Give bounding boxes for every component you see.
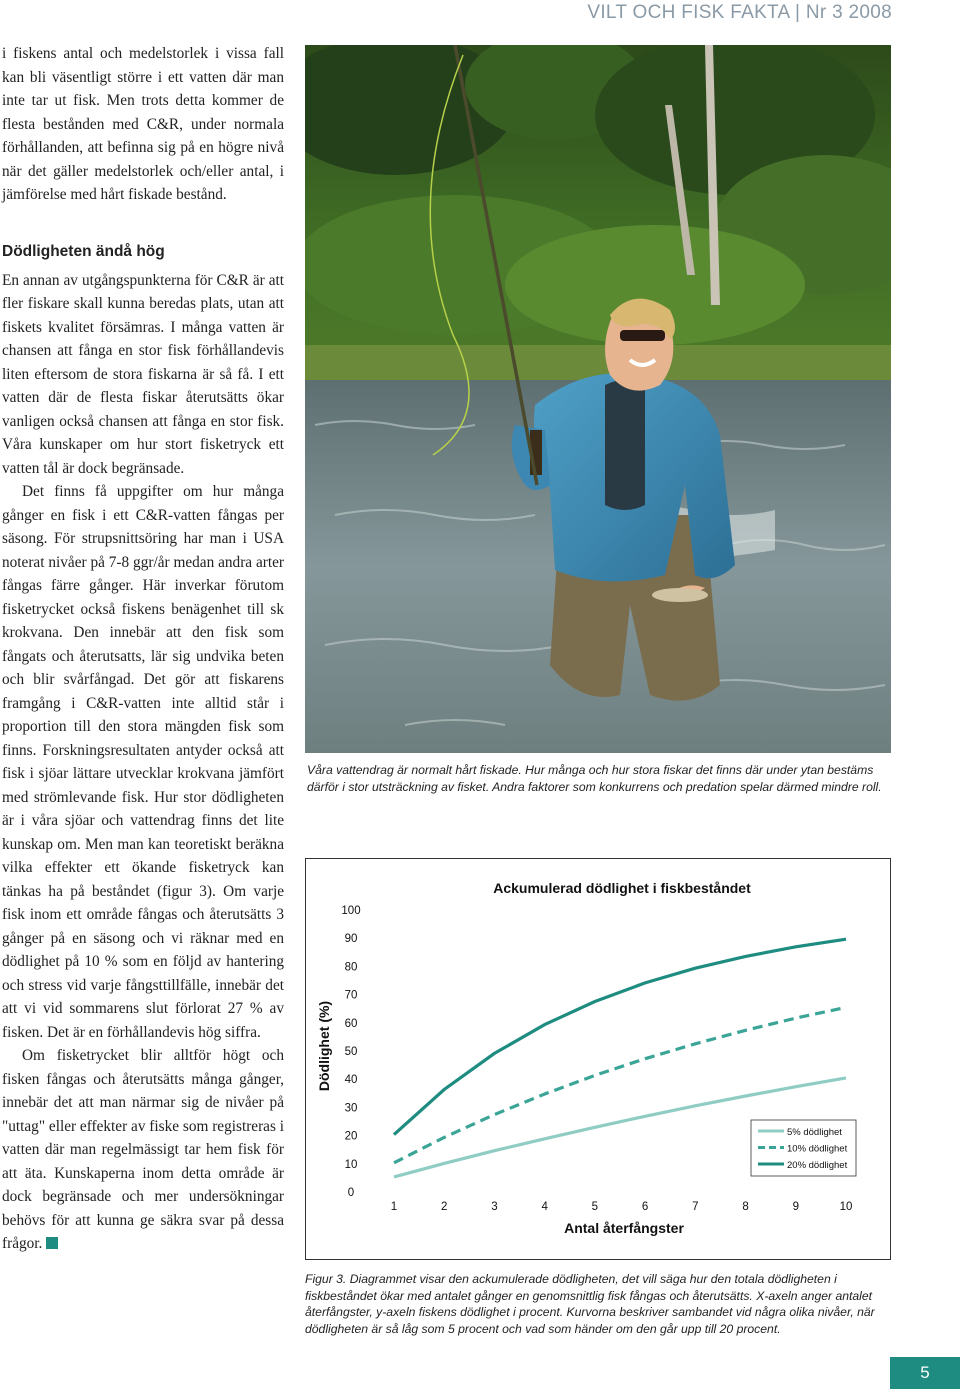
y-tick-label: 50 (344, 1046, 358, 1058)
chart-frame (306, 859, 891, 1260)
chart-title: Ackumulerad dödlighet i fiskbeståndet (493, 880, 751, 896)
fishing-photo (305, 45, 891, 753)
intro-paragraph: i fiskens antal och medelstorlek i vissa fall kan bli väsentligt större i ett vatten där man inte tar ut fisk. Men trots detta kommer de flesta bestånden med C&R, under normala förhållanden, att befinna sig på en högre nivå när det gäller medelstorlek och/eller antal, i jämförelse med hårt fiskade bestånd. (2, 45, 284, 203)
y-tick-label: 60 (344, 1017, 358, 1030)
x-tick-label: 1 (390, 1201, 398, 1213)
paragraph-2: Det finns få uppgifter om hur många gånger en fisk i ett C&R-vatten fångas per säsong. För strupsnittsöring har man i USA noterat nivåer på 7-8 ggr/år medan andra arter fångas färre gånger. Här inverkar förutom fisketrycket också fiskens benägenhet till sk krokvana. Den innebär att den fisk som fångats och återutsatts, lär sig undvika beten och blir svårfångad. Det gör att fiskarens framgång i C&R-vatten inte alltid står i proportion till den stora mängden fisk som finns. Forskningsresultaten antyder också att fisk i sjöar lättare utvecklar krokvana jämfört med strömlevande fisk. Hur stor dödligheten är i våra sjöar och vattendrag finns det lite kunskap om. Men man kan teoretiskt beräkna vilka effekter ett ökande fisketryck kan tänkas ha på beståndet (figur 3). Om varje fisk inom ett område fångas och återutsätts 3 gånger på en säsong och vi räknar med en dödlighet på 10 % som en följd av hantering och stress vid varje fångsttillfälle, innebär det att vi vid sommarens slut förlorat 27 % av fisken. Det är en förhållandevis hög siffra. (2, 483, 284, 1041)
running-header: VILT OCH FISK FAKTA | Nr 3 2008 (587, 2, 892, 23)
chart-svg (305, 858, 891, 1260)
x-tick-label: 10 (839, 1201, 853, 1213)
y-tick-label: 0 (347, 1187, 355, 1199)
x-axis-label: Antal återfångster (564, 1220, 684, 1236)
x-tick-label: 9 (792, 1201, 799, 1213)
article-column (2, 42, 284, 1256)
x-tick-label: 4 (541, 1201, 548, 1213)
y-axis-label: Dödlighet (%) (316, 1000, 332, 1092)
y-tick-label: 70 (344, 989, 358, 1002)
x-tick-label: 3 (491, 1201, 498, 1213)
chart-legend (751, 1120, 856, 1176)
paragraph-3-text: Om fisketrycket blir alltför högt och fisken fångas och återutsätts många gånger, innebär det att man närmar sig de nivåer på "uttag" eller effekter av fiske som registreras i vatten där man regelmässigt tar hem fisk för att äta. Kunskaperna inom detta område är dock begränsade och mer undersökningar behövs för att kunna ge säkra svar på dessa frågor. (2, 1047, 284, 1252)
fishing-photo-illustration (305, 45, 891, 753)
end-mark-icon (46, 1237, 58, 1249)
x-tick-label: 6 (641, 1201, 649, 1213)
legend-label-2: 10% dödlighet (787, 1143, 848, 1155)
photo-caption: Våra vattendrag är normalt hårt fiskade. Hur många och hur stora fiskar det finns där under ytan bestäms därför i stor utsträckning av fisket. Andra faktorer som konkurrens och predation spelar därmed mindre roll. (307, 763, 882, 794)
paragraph-3 (2, 1044, 284, 1256)
paragraph-1: En annan av utgångspunkterna för C&R är att fler fiskare skall kunna beredas plats, utan att fiskets kvalitet försämras. I många vatten är chansen att fånga en stor fisk förhållandevis liten eftersom de stora fiskarna är så få. I ett vatten där de flesta fiskar återutsätts ökar vanligen också chansen att fånga en stor fisk. Våra kunskaper om hur stort fisketryck ett vatten tål är dock begränsade. (2, 271, 284, 477)
legend-label-3: 20% dödlighet (787, 1160, 848, 1171)
y-tick-label: 40 (344, 1074, 358, 1087)
y-tick-label: 30 (344, 1102, 358, 1115)
legend-label-1: 5% dödlighet (787, 1127, 842, 1138)
x-tick-label: 7 (692, 1201, 699, 1213)
x-tick-label: 5 (591, 1201, 599, 1213)
x-tick-label: 2 (441, 1201, 448, 1213)
y-tick-label: 80 (344, 961, 358, 974)
page-number: 5 (890, 1357, 960, 1389)
x-tick-label: 8 (742, 1201, 749, 1213)
y-tick-label: 20 (344, 1130, 358, 1143)
figure-caption: Figur 3. Diagrammet visar den ackumulerade dödligheten, det vill säga hur den totala dödligheten i fiskbeståndet ökar med antalet gånger en genomsnittlig fisk fångas och återutsätts. X-axeln anger antalet återfångster, y-axeln fiskens dödlighet i procent. Kurvorna beskriver sambandet vid några olika nivåer, när dödligheten är så låg som 5 procent och vad som händer om den går upp till 20 procent. (305, 1272, 875, 1336)
section-heading: Dödligheten ändå hög (2, 242, 165, 260)
y-tick-label: 100 (341, 905, 361, 917)
mortality-chart (305, 858, 891, 1260)
y-tick-label: 90 (344, 933, 358, 946)
y-tick-label: 10 (344, 1158, 358, 1171)
